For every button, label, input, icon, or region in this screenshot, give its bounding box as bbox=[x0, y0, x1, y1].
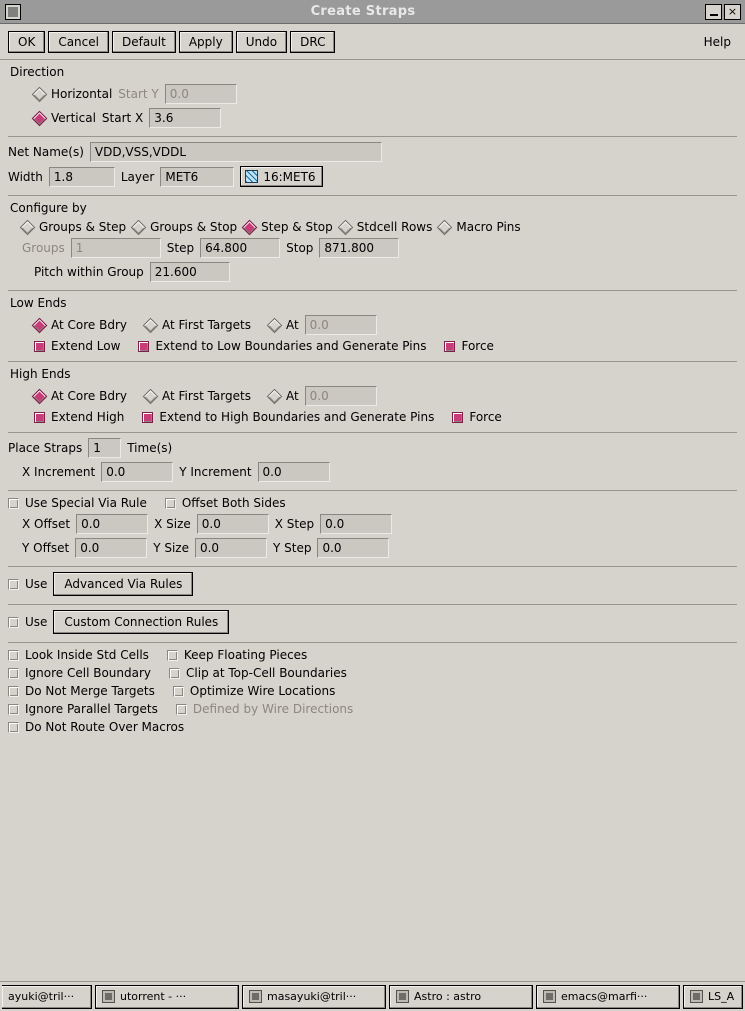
window-menu-icon[interactable] bbox=[5, 4, 21, 20]
high-force-checkbox[interactable] bbox=[452, 412, 463, 423]
low-at-radio[interactable] bbox=[267, 317, 283, 333]
vertical-label: Vertical bbox=[51, 111, 96, 125]
layer-chip[interactable] bbox=[240, 166, 322, 187]
window-icon bbox=[690, 990, 703, 1003]
extend-low-boundaries-checkbox[interactable] bbox=[138, 341, 149, 352]
low-ends-options bbox=[8, 313, 737, 337]
use-special-via-rule-label: Use Special Via Rule bbox=[25, 496, 147, 510]
times-label: Time(s) bbox=[127, 441, 173, 455]
extend-low-boundaries-label: Extend to Low Boundaries and Generate Pins bbox=[155, 339, 427, 353]
window-icon bbox=[102, 990, 115, 1003]
extend-high-checkbox[interactable] bbox=[34, 412, 45, 423]
step-input[interactable]: 64.800 bbox=[200, 238, 280, 258]
optimize-wire-locations-checkbox[interactable] bbox=[173, 686, 184, 697]
taskbar-item-1[interactable] bbox=[2, 985, 92, 1009]
start-x-label: Start X bbox=[101, 111, 144, 125]
taskbar-item-5[interactable] bbox=[536, 985, 680, 1009]
stop-input[interactable]: 871.800 bbox=[319, 238, 399, 258]
options-section bbox=[8, 643, 737, 742]
layer-color-swatch-icon bbox=[245, 170, 258, 183]
configure-option-stdcell-rows[interactable] bbox=[340, 220, 433, 234]
custom-connection-rules-button[interactable]: Custom Connection Rules bbox=[53, 610, 229, 634]
stdcell-rows-label: Stdcell Rows bbox=[356, 220, 433, 234]
high-at-radio[interactable] bbox=[267, 388, 283, 404]
extend-low-checkbox[interactable] bbox=[34, 341, 45, 352]
ignore-cell-boundary-checkbox[interactable] bbox=[8, 668, 19, 679]
high-ends-checks bbox=[8, 408, 737, 426]
cancel-button[interactable]: Cancel bbox=[48, 31, 109, 53]
horizontal-label: Horizontal bbox=[51, 87, 113, 101]
high-at-first-targets-radio[interactable] bbox=[143, 388, 159, 404]
default-button[interactable]: Default bbox=[112, 31, 176, 53]
ignore-parallel-targets-checkbox[interactable] bbox=[8, 704, 19, 715]
groups-input[interactable]: 1 bbox=[71, 238, 161, 258]
close-button[interactable] bbox=[724, 4, 741, 20]
low-at-core-bdry-radio[interactable] bbox=[32, 317, 48, 333]
look-inside-std-cells-label: Look Inside Std Cells bbox=[25, 648, 149, 662]
help-link[interactable]: Help bbox=[703, 34, 731, 49]
options-row-5 bbox=[8, 718, 737, 736]
place-straps-section bbox=[8, 433, 737, 491]
vertical-radio[interactable] bbox=[32, 110, 48, 126]
use-special-via-rule-checkbox[interactable] bbox=[8, 498, 19, 509]
dialog-toolbar bbox=[0, 24, 745, 60]
x-increment-input[interactable]: 0.0 bbox=[101, 462, 173, 482]
net-name-row bbox=[8, 140, 737, 164]
step-stop-label: Step & Stop bbox=[261, 220, 333, 234]
options-row-2 bbox=[8, 664, 737, 682]
low-at-label: At bbox=[285, 318, 299, 332]
via-rule-checks bbox=[8, 494, 737, 512]
low-at-first-targets-label: At First Targets bbox=[162, 318, 251, 332]
direction-title: Direction bbox=[10, 65, 65, 79]
extend-low-label: Extend Low bbox=[51, 339, 121, 353]
extend-high-label: Extend High bbox=[51, 410, 125, 424]
offset-both-sides-checkbox[interactable] bbox=[165, 498, 176, 509]
dialog-content bbox=[0, 60, 745, 742]
via-y-row bbox=[8, 536, 737, 560]
direction-horizontal-row bbox=[8, 82, 737, 106]
window-title: Create Straps bbox=[310, 4, 416, 19]
x-size-label: X Size bbox=[154, 517, 191, 531]
macro-pins-radio[interactable] bbox=[437, 219, 453, 235]
layer-label: Layer bbox=[120, 169, 155, 184]
extend-high-boundaries-checkbox[interactable] bbox=[142, 412, 153, 423]
y-size-input[interactable]: 0.0 bbox=[195, 538, 267, 558]
high-at-core-bdry-radio[interactable] bbox=[32, 388, 48, 404]
options-row-1 bbox=[8, 646, 737, 664]
window-icon bbox=[543, 990, 556, 1003]
low-at-first-targets-radio[interactable] bbox=[143, 317, 159, 333]
defined-by-wire-directions-checkbox[interactable] bbox=[176, 704, 187, 715]
place-straps-input[interactable]: 1 bbox=[88, 438, 121, 458]
use-custom-connection-rules-label: Use bbox=[25, 615, 48, 629]
advanced-via-rules-row bbox=[8, 570, 737, 598]
options-row-4 bbox=[8, 700, 737, 718]
x-size-input[interactable]: 0.0 bbox=[197, 514, 269, 534]
stop-label: Stop bbox=[286, 241, 314, 255]
low-force-label: Force bbox=[461, 339, 494, 353]
x-offset-input[interactable]: 0.0 bbox=[76, 514, 148, 534]
minimize-button[interactable] bbox=[705, 4, 722, 20]
groups-step-stop-row bbox=[8, 236, 737, 260]
offset-both-sides-label: Offset Both Sides bbox=[181, 496, 286, 510]
pitch-row bbox=[8, 260, 737, 284]
y-step-label: Y Step bbox=[272, 541, 312, 555]
groups-stop-radio[interactable] bbox=[131, 219, 147, 235]
look-inside-std-cells-checkbox[interactable] bbox=[8, 650, 19, 661]
y-offset-input[interactable]: 0.0 bbox=[75, 538, 147, 558]
y-offset-label: Y Offset bbox=[22, 541, 70, 555]
title-bar bbox=[0, 0, 745, 24]
low-force-checkbox[interactable] bbox=[444, 341, 455, 352]
groups-label: Groups bbox=[22, 241, 65, 255]
high-at-first-targets-label: At First Targets bbox=[162, 389, 251, 403]
place-straps-row bbox=[8, 436, 737, 460]
stdcell-rows-radio[interactable] bbox=[337, 219, 353, 235]
layer-input[interactable]: MET6 bbox=[160, 167, 234, 187]
net-section bbox=[8, 137, 737, 196]
ignore-parallel-targets-label: Ignore Parallel Targets bbox=[25, 702, 158, 716]
width-label: Width bbox=[8, 169, 43, 184]
width-input[interactable]: 1.8 bbox=[49, 167, 115, 187]
taskbar-item-2-label: utorrent - ··· bbox=[120, 990, 187, 1003]
configure-option-step-stop[interactable] bbox=[244, 220, 333, 234]
width-layer-row bbox=[8, 164, 737, 189]
undo-button[interactable]: Undo bbox=[236, 31, 287, 53]
high-ends-options bbox=[8, 384, 737, 408]
start-y-label: Start Y bbox=[118, 87, 159, 101]
high-at-core-bdry-label: At Core Bdry bbox=[51, 389, 127, 403]
configure-option-macro-pins[interactable] bbox=[439, 220, 520, 234]
extend-high-boundaries-label: Extend to High Boundaries and Generate Pins bbox=[159, 410, 435, 424]
y-size-label: Y Size bbox=[153, 541, 189, 555]
net-name-input[interactable]: VDD,VSS,VDDL bbox=[90, 142, 382, 162]
taskbar-item-2[interactable] bbox=[95, 985, 239, 1009]
custom-connection-rules-section bbox=[8, 605, 737, 643]
low-ends-checks bbox=[8, 337, 737, 355]
configure-option-groups-step[interactable] bbox=[22, 220, 126, 234]
x-step-label: X Step bbox=[274, 517, 315, 531]
pitch-label: Pitch within Group bbox=[34, 265, 144, 279]
groups-step-radio[interactable] bbox=[20, 219, 36, 235]
y-step-input[interactable]: 0.0 bbox=[317, 538, 389, 558]
y-increment-label: Y Increment bbox=[179, 465, 252, 479]
place-straps-label: Place Straps bbox=[8, 441, 83, 455]
use-advanced-via-rules-label: Use bbox=[25, 577, 48, 591]
keep-floating-pieces-checkbox[interactable] bbox=[167, 650, 178, 661]
options-row-3 bbox=[8, 682, 737, 700]
use-custom-connection-rules-checkbox[interactable] bbox=[8, 617, 19, 628]
defined-by-wire-directions-label: Defined by Wire Directions bbox=[192, 702, 354, 716]
taskbar-item-5-label: emacs@marfi··· bbox=[561, 990, 648, 1003]
window-controls bbox=[705, 4, 741, 20]
close-icon: × bbox=[727, 5, 738, 18]
step-label: Step bbox=[166, 241, 195, 255]
high-ends-section bbox=[8, 362, 737, 433]
net-name-label: Net Name(s) bbox=[8, 145, 84, 159]
do-not-merge-targets-checkbox[interactable] bbox=[8, 686, 19, 697]
x-increment-label: X Increment bbox=[22, 465, 96, 479]
window-icon bbox=[396, 990, 409, 1003]
use-advanced-via-rules-checkbox[interactable] bbox=[8, 579, 19, 590]
layer-chip-label: 16:MET6 bbox=[263, 169, 316, 184]
direction-vertical-row bbox=[8, 106, 737, 130]
custom-connection-rules-row bbox=[8, 608, 737, 636]
high-ends-title: High Ends bbox=[10, 367, 71, 381]
taskbar-item-3-label: masayuki@tril··· bbox=[267, 990, 357, 1003]
low-at-core-bdry-label: At Core Bdry bbox=[51, 318, 127, 332]
taskbar-item-6-label: LS_A bbox=[708, 990, 735, 1003]
clip-at-top-cell-boundaries-checkbox[interactable] bbox=[169, 668, 180, 679]
configure-section bbox=[8, 196, 737, 291]
low-ends-section bbox=[8, 291, 737, 362]
direction-section bbox=[8, 60, 737, 137]
increment-row bbox=[8, 460, 737, 484]
taskbar-item-4[interactable] bbox=[389, 985, 533, 1009]
high-at-input[interactable]: 0.0 bbox=[305, 386, 377, 406]
advanced-via-rules-button[interactable]: Advanced Via Rules bbox=[53, 572, 193, 596]
do-not-route-over-macros-checkbox[interactable] bbox=[8, 722, 19, 733]
high-at-label: At bbox=[285, 389, 299, 403]
configure-options bbox=[8, 218, 737, 236]
taskbar bbox=[0, 981, 745, 1011]
configure-option-groups-stop[interactable] bbox=[133, 220, 237, 234]
optimize-wire-locations-label: Optimize Wire Locations bbox=[189, 684, 336, 698]
groups-stop-label: Groups & Stop bbox=[150, 220, 238, 234]
taskbar-item-1-label: ayuki@tril··· bbox=[8, 990, 75, 1003]
do-not-merge-targets-label: Do Not Merge Targets bbox=[25, 684, 155, 698]
via-rule-section bbox=[8, 491, 737, 567]
groups-step-label: Groups & Step bbox=[39, 220, 127, 234]
keep-floating-pieces-label: Keep Floating Pieces bbox=[183, 648, 308, 662]
macro-pins-label: Macro Pins bbox=[456, 220, 521, 234]
horizontal-radio[interactable] bbox=[32, 86, 48, 102]
start-y-input[interactable]: 0.0 bbox=[165, 84, 237, 104]
step-stop-radio[interactable] bbox=[242, 219, 258, 235]
window-icon bbox=[249, 990, 262, 1003]
taskbar-item-3[interactable] bbox=[242, 985, 386, 1009]
taskbar-item-6[interactable] bbox=[683, 985, 743, 1009]
low-ends-title: Low Ends bbox=[10, 296, 67, 310]
apply-button[interactable]: Apply bbox=[179, 31, 233, 53]
taskbar-item-4-label: Astro : astro bbox=[414, 990, 482, 1003]
advanced-via-rules-section bbox=[8, 567, 737, 605]
high-force-label: Force bbox=[469, 410, 502, 424]
x-offset-label: X Offset bbox=[22, 517, 71, 531]
via-x-row bbox=[8, 512, 737, 536]
drc-button[interactable]: DRC bbox=[290, 31, 335, 53]
low-at-input[interactable]: 0.0 bbox=[305, 315, 377, 335]
pitch-input[interactable]: 21.600 bbox=[150, 262, 230, 282]
y-increment-input[interactable]: 0.0 bbox=[258, 462, 330, 482]
clip-at-top-cell-boundaries-label: Clip at Top-Cell Boundaries bbox=[186, 666, 347, 680]
start-x-input[interactable]: 3.6 bbox=[149, 108, 221, 128]
ok-button[interactable]: OK bbox=[8, 31, 45, 53]
configure-title: Configure by bbox=[10, 201, 87, 215]
x-step-input[interactable]: 0.0 bbox=[320, 514, 392, 534]
do-not-route-over-macros-label: Do Not Route Over Macros bbox=[25, 720, 185, 734]
ignore-cell-boundary-label: Ignore Cell Boundary bbox=[25, 666, 152, 680]
